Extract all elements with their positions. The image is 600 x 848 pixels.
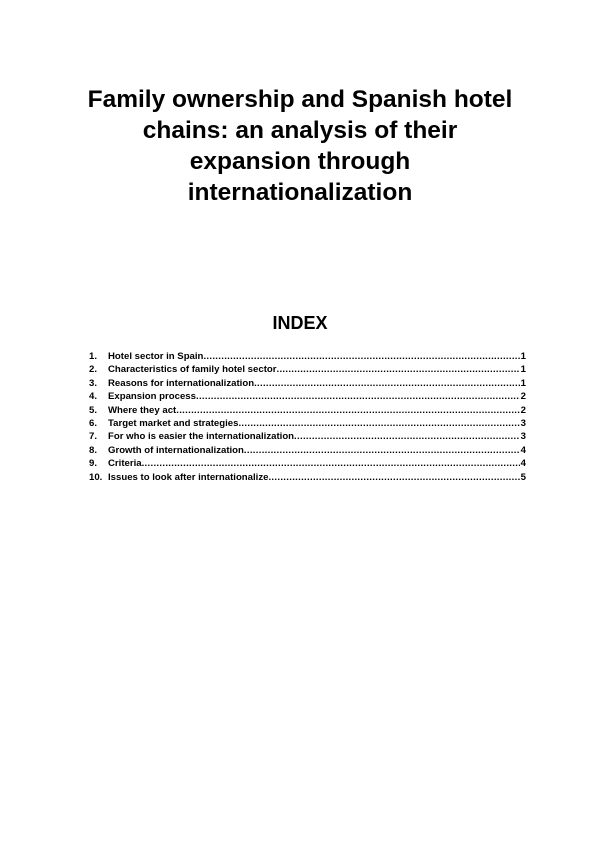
toc-dot-leader <box>254 377 520 390</box>
toc-entry-number: 4. <box>89 391 98 403</box>
toc-entry-page: 4 <box>520 444 526 456</box>
toc-entry-page: 1 <box>520 364 526 376</box>
toc-dot-leader <box>244 444 520 457</box>
toc-entry-title: Criteria <box>108 458 142 470</box>
toc-entry-title: Reasons for internationalization <box>108 377 255 389</box>
toc-entry-number: 7. <box>89 431 98 443</box>
toc-entry <box>89 417 526 430</box>
toc-entry <box>89 471 526 484</box>
toc-entry <box>89 377 526 390</box>
toc-entry-page: 5 <box>520 471 526 483</box>
toc-entry-title: For who is easier the internationalization <box>108 431 295 443</box>
index-heading: INDEX <box>272 313 328 333</box>
toc-dot-leader <box>142 457 520 470</box>
toc-entry-title: Issues to look after internationalize <box>108 471 269 483</box>
toc-entry-page: 3 <box>520 431 526 443</box>
toc-entry <box>89 350 526 363</box>
title-line: Family ownership and Spanish hotel <box>87 86 513 113</box>
document-title <box>60 84 540 208</box>
toc-entry-page: 2 <box>520 391 526 403</box>
table-of-contents <box>89 350 526 484</box>
toc-entry-title: Where they act <box>108 404 177 416</box>
toc-entry-number: 6. <box>89 417 98 429</box>
toc-dot-leader <box>238 417 519 430</box>
toc-dot-leader <box>203 350 519 363</box>
toc-entry-title: Target market and strategies <box>108 417 239 429</box>
toc-entry <box>89 457 526 470</box>
title-line: chains: an analysis of their <box>142 117 458 144</box>
toc-entry-title: Expansion process <box>108 391 196 403</box>
toc-entry-title: Hotel sector in Spain <box>108 351 204 362</box>
toc-entry-page: 3 <box>520 417 526 429</box>
toc-entry-title: Characteristics of family hotel sector <box>108 364 277 376</box>
toc-entry-page: 2 <box>520 404 526 416</box>
toc-entry-number: 1. <box>89 351 98 362</box>
toc-dot-leader <box>268 471 519 484</box>
toc-entry-page: 1 <box>520 377 526 389</box>
toc-entry-page: 4 <box>520 458 526 470</box>
toc-entry-number: 3. <box>89 377 98 389</box>
toc-entry-number: 5. <box>89 404 98 416</box>
toc-dot-leader <box>176 404 519 417</box>
toc-dot-leader <box>196 390 520 403</box>
title-line: internationalization <box>187 179 413 206</box>
toc-entry-number: 2. <box>89 364 98 376</box>
toc-entry-number: 9. <box>89 458 98 470</box>
title-line: expansion through <box>189 148 411 175</box>
toc-entry <box>89 430 526 443</box>
toc-entry <box>89 363 526 376</box>
toc-entry <box>89 444 526 457</box>
toc-dot-leader <box>294 430 520 443</box>
toc-entry-number: 8. <box>89 444 98 456</box>
toc-entry <box>89 390 526 403</box>
toc-entry <box>89 404 526 417</box>
toc-entry-number: 10. <box>89 471 103 483</box>
toc-entry-title: Growth of internationalization <box>108 444 244 456</box>
toc-entry-page: 1 <box>520 351 526 362</box>
toc-dot-leader <box>276 363 519 376</box>
